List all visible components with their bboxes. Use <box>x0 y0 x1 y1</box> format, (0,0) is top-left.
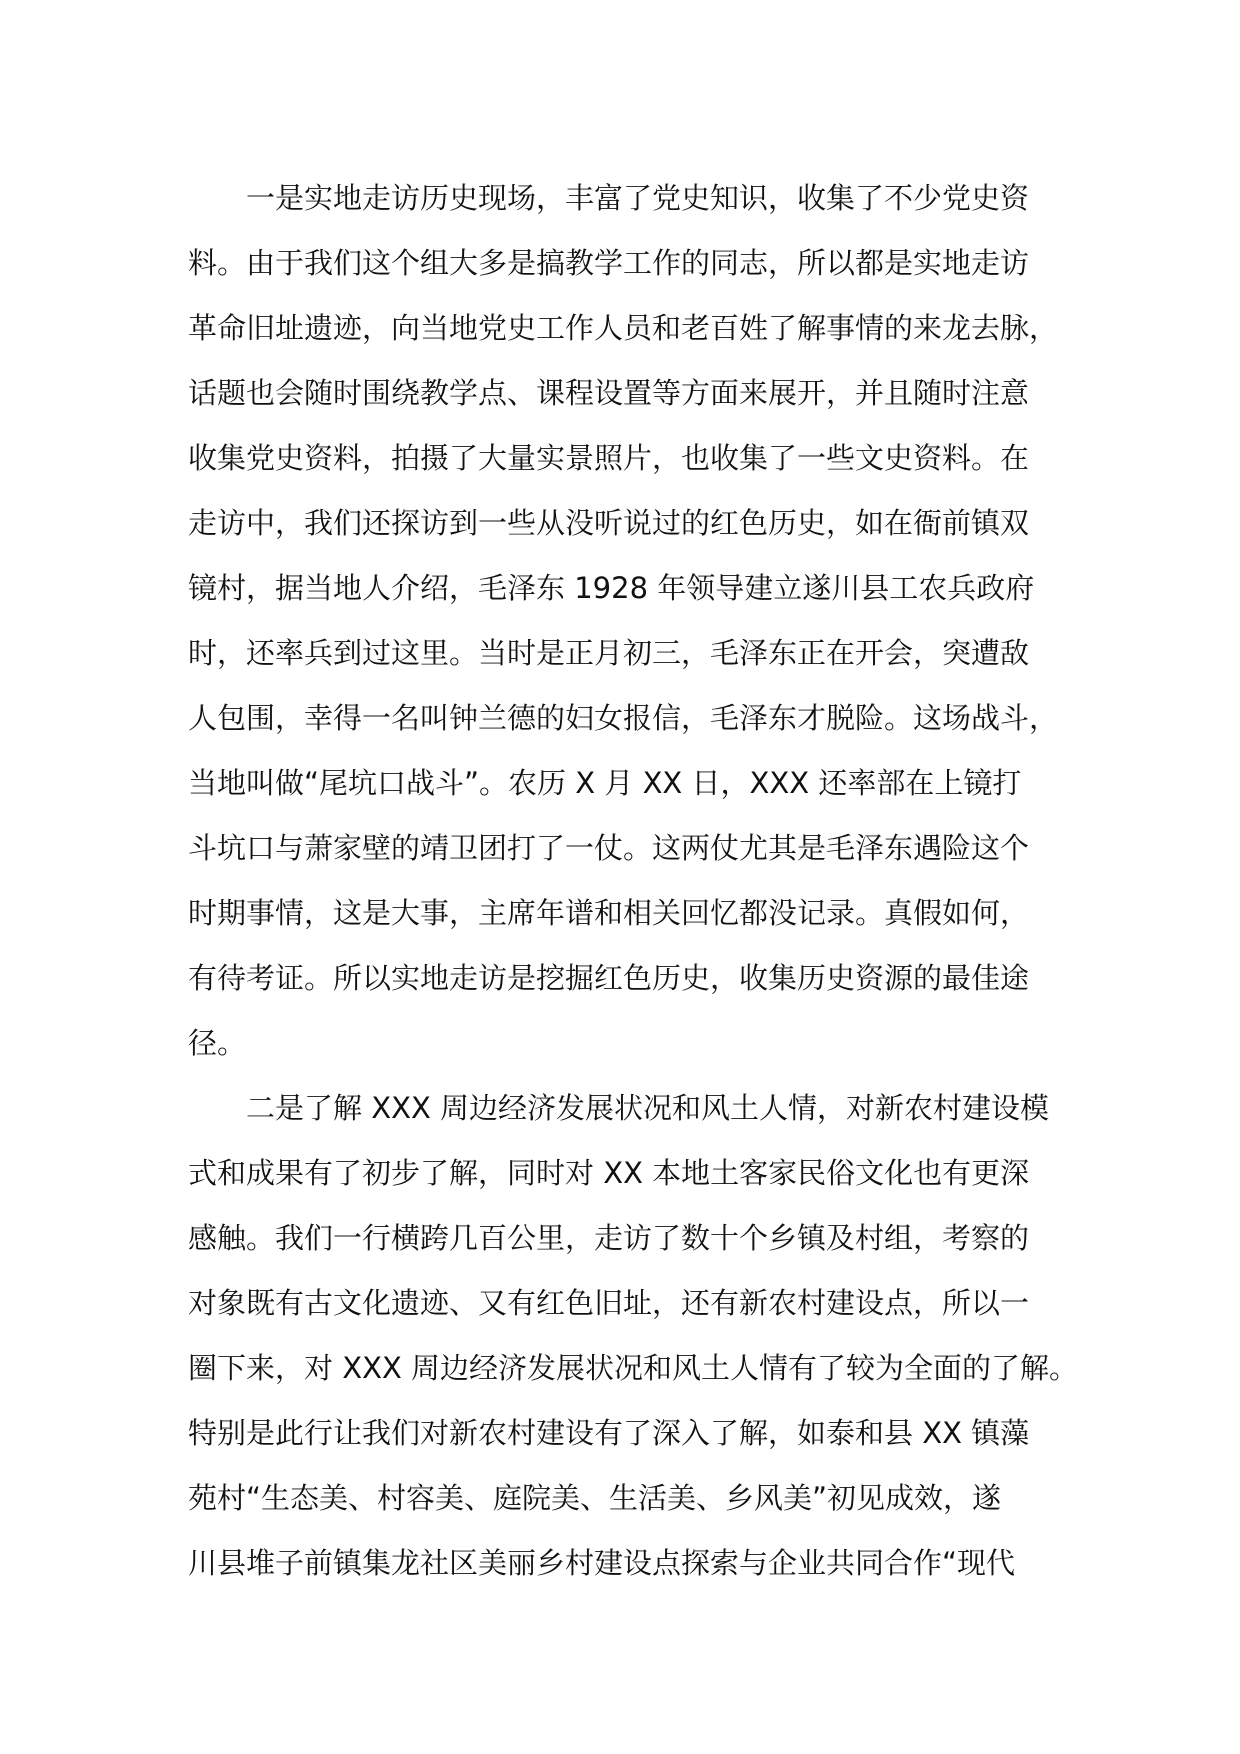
paragraph-2-line-1: 二是了解 XXX 周边经济发展状况和风土人情，对新农村建设模 <box>246 1091 1050 1125</box>
paragraph-2-line-8: 川县堆子前镇集龙社区美丽乡村建设点探索与企业共同合作“现代 <box>188 1546 1016 1580</box>
paragraph-2-line-2: 式和成果有了初步了解，同时对 XX 本地土客家民俗文化也有更深 <box>188 1156 1030 1190</box>
paragraph-1-line-5: 收集党史资料，拍摄了大量实景照片，也收集了一些文史资料。在 <box>188 441 1030 475</box>
paragraph-1-line-10: 当地叫做“尾坑口战斗”。农历 X 月 XX 日，XXX 还率部在上镜打 <box>188 766 1022 800</box>
paragraph-2-line-7: 苑村“生态美、村容美、庭院美、生活美、乡风美”初见成效，遂 <box>188 1481 1002 1515</box>
paragraph-1-line-8: 时，还率兵到过这里。当时是正月初三，毛泽东正在开会，突遭敌 <box>188 636 1030 670</box>
paragraph-1-line-9: 人包围，幸得一名叫钟兰德的妇女报信，毛泽东才脱险。这场战斗， <box>188 701 1059 735</box>
paragraph-1-line-1: 一是实地走访历史现场，丰富了党史知识，收集了不少党史资 <box>246 181 1030 215</box>
paragraph-2-line-6: 特别是此行让我们对新农村建设有了深入了解，如泰和县 XX 镇藻 <box>188 1416 1030 1450</box>
paragraph-2-line-5: 圈下来，对 XXX 周边经济发展状况和风土人情有了较为全面的了解。 <box>188 1351 1079 1385</box>
paragraph-1-line-14: 径。 <box>188 1026 247 1060</box>
paragraph-1-line-4: 话题也会随时围绕教学点、课程设置等方面来展开，并且随时注意 <box>188 376 1030 410</box>
body-text <box>188 166 1088 1596</box>
paragraph-1-line-12: 时期事情，这是大事，主席年谱和相关回忆都没记录。真假如何， <box>188 896 1030 930</box>
paragraph-1-line-6: 走访中，我们还探访到一些从没听说过的红色历史，如在衙前镇双 <box>188 506 1030 540</box>
paragraph-1-line-3: 革命旧址遗迹，向当地党史工作人员和老百姓了解事情的来龙去脉， <box>188 311 1059 345</box>
paragraph-1-line-11: 斗坑口与萧家壁的靖卫团打了一仗。这两仗尤其是毛泽东遇险这个 <box>188 831 1030 865</box>
paragraph-1-line-7: 镜村，据当地人介绍，毛泽东 1928 年领导建立遂川县工农兵政府 <box>188 571 1035 605</box>
paragraph-2-line-3: 感触。我们一行横跨几百公里，走访了数十个乡镇及村组，考察的 <box>188 1221 1030 1255</box>
paragraph-1-line-13: 有待考证。所以实地走访是挖掘红色历史，收集历史资源的最佳途 <box>188 961 1030 995</box>
paragraph-1-line-2: 料。由于我们这个组大多是搞教学工作的同志，所以都是实地走访 <box>188 246 1030 280</box>
paragraph-2-line-4: 对象既有古文化遗迹、又有红色旧址，还有新农村建设点，所以一 <box>188 1286 1030 1320</box>
